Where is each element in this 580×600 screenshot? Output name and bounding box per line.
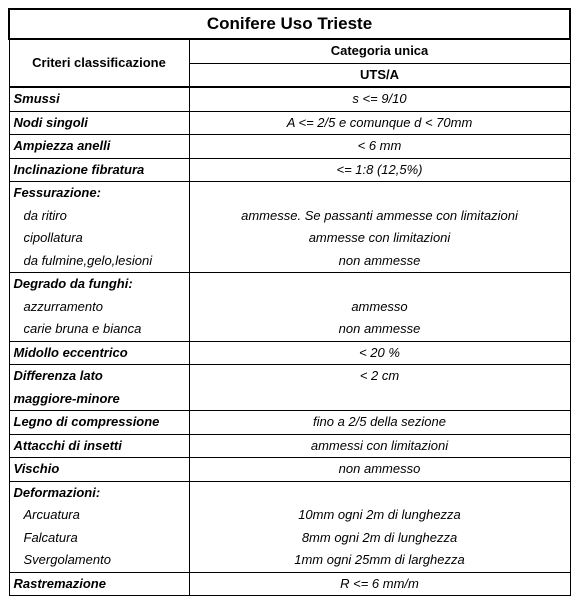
criterion-value: s <= 9/10 [189,87,570,111]
criterion-label: Midollo eccentrico [9,341,189,365]
criterion-value: <= 1:8 (12,5%) [189,158,570,182]
sub-criterion-label: azzurramento [23,298,103,314]
criterion-group-values [189,182,570,273]
criterion-value: A <= 2/5 e comunque d < 70mm [189,111,570,135]
header-row [9,39,570,63]
group-heading: Deformazioni: [13,484,101,500]
criterion-label: Rastremazione [9,572,189,596]
criterion-group-labels [9,481,189,572]
sub-criterion-label: Falcatura [23,529,78,545]
table-row [9,341,570,365]
sub-criterion-value: ammesse con limitazioni [308,230,451,245]
sub-criterion-value: ammesso [351,298,408,314]
criterion-value: fino a 2/5 della sezione [189,411,570,435]
sub-criterion-label: da ritiro [23,207,67,223]
sub-criterion-value: 10mm ogni 2m di lunghezza [298,507,461,522]
classification-table [8,8,571,596]
sub-criterion-value: ammesse. Se passanti ammesse con limitazioni [241,207,518,223]
sub-criterion-value: 8mm ogni 2m di lunghezza [301,529,458,545]
criterion-group-values [189,481,570,572]
criterion-label: Vischio [9,458,189,482]
category-header: Categoria unica [189,39,570,63]
sub-criterion-label: cipollatura [23,230,83,245]
table-row [9,87,570,111]
criterion-label-line: Differenza lato [13,368,103,383]
criteria-header: Criteri classificazione [9,39,189,87]
sub-criterion-label: carie bruna e bianca [23,321,142,336]
criterion-label: Attacchi di insetti [9,434,189,458]
sub-criterion-label: da fulmine,gelo,lesioni [23,252,153,268]
title-row [9,9,570,39]
criterion-value: < 20 % [189,341,570,365]
sub-criterion-label: Arcuatura [23,507,80,522]
criterion-label: Smussi [9,87,189,111]
table-row [9,111,570,135]
criterion-value: non ammesso [189,458,570,482]
table-row [9,273,570,342]
table-title: Conifere Uso Trieste [9,9,570,39]
criterion-value: R <= 6 mm/m [189,572,570,596]
sub-criterion-value: non ammesse [338,321,421,336]
table-row [9,458,570,482]
table-row [9,411,570,435]
group-heading: Degrado da funghi: [13,276,133,291]
group-heading: Fessurazione: [13,185,101,200]
sub-criterion-label: Svergolamento [23,552,111,567]
criterion-label: Nodi singoli [9,111,189,135]
table-row [9,135,570,159]
grade-header: UTS/A [189,63,570,87]
table-row [9,434,570,458]
criterion-group-labels [9,273,189,342]
criterion-label: Inclinazione fibratura [9,158,189,182]
table-row [9,572,570,596]
table-row [9,365,570,411]
criterion-group-labels [9,182,189,273]
table-row [9,182,570,273]
criterion-value: ammessi con limitazioni [189,434,570,458]
criterion-label-line: maggiore-minore [13,390,120,406]
criterion-label: Legno di compressione [9,411,189,435]
classification-table-container [8,8,571,596]
criterion-value: < 2 cm [189,365,570,411]
table-row [9,481,570,572]
sub-criterion-value: non ammesse [338,252,421,268]
sub-criterion-value: 1mm ogni 25mm di larghezza [294,552,465,567]
criterion-label: Ampiezza anelli [9,135,189,159]
criterion-group-values [189,273,570,342]
table-row [9,158,570,182]
criterion-label [9,365,189,411]
criterion-value: < 6 mm [189,135,570,159]
